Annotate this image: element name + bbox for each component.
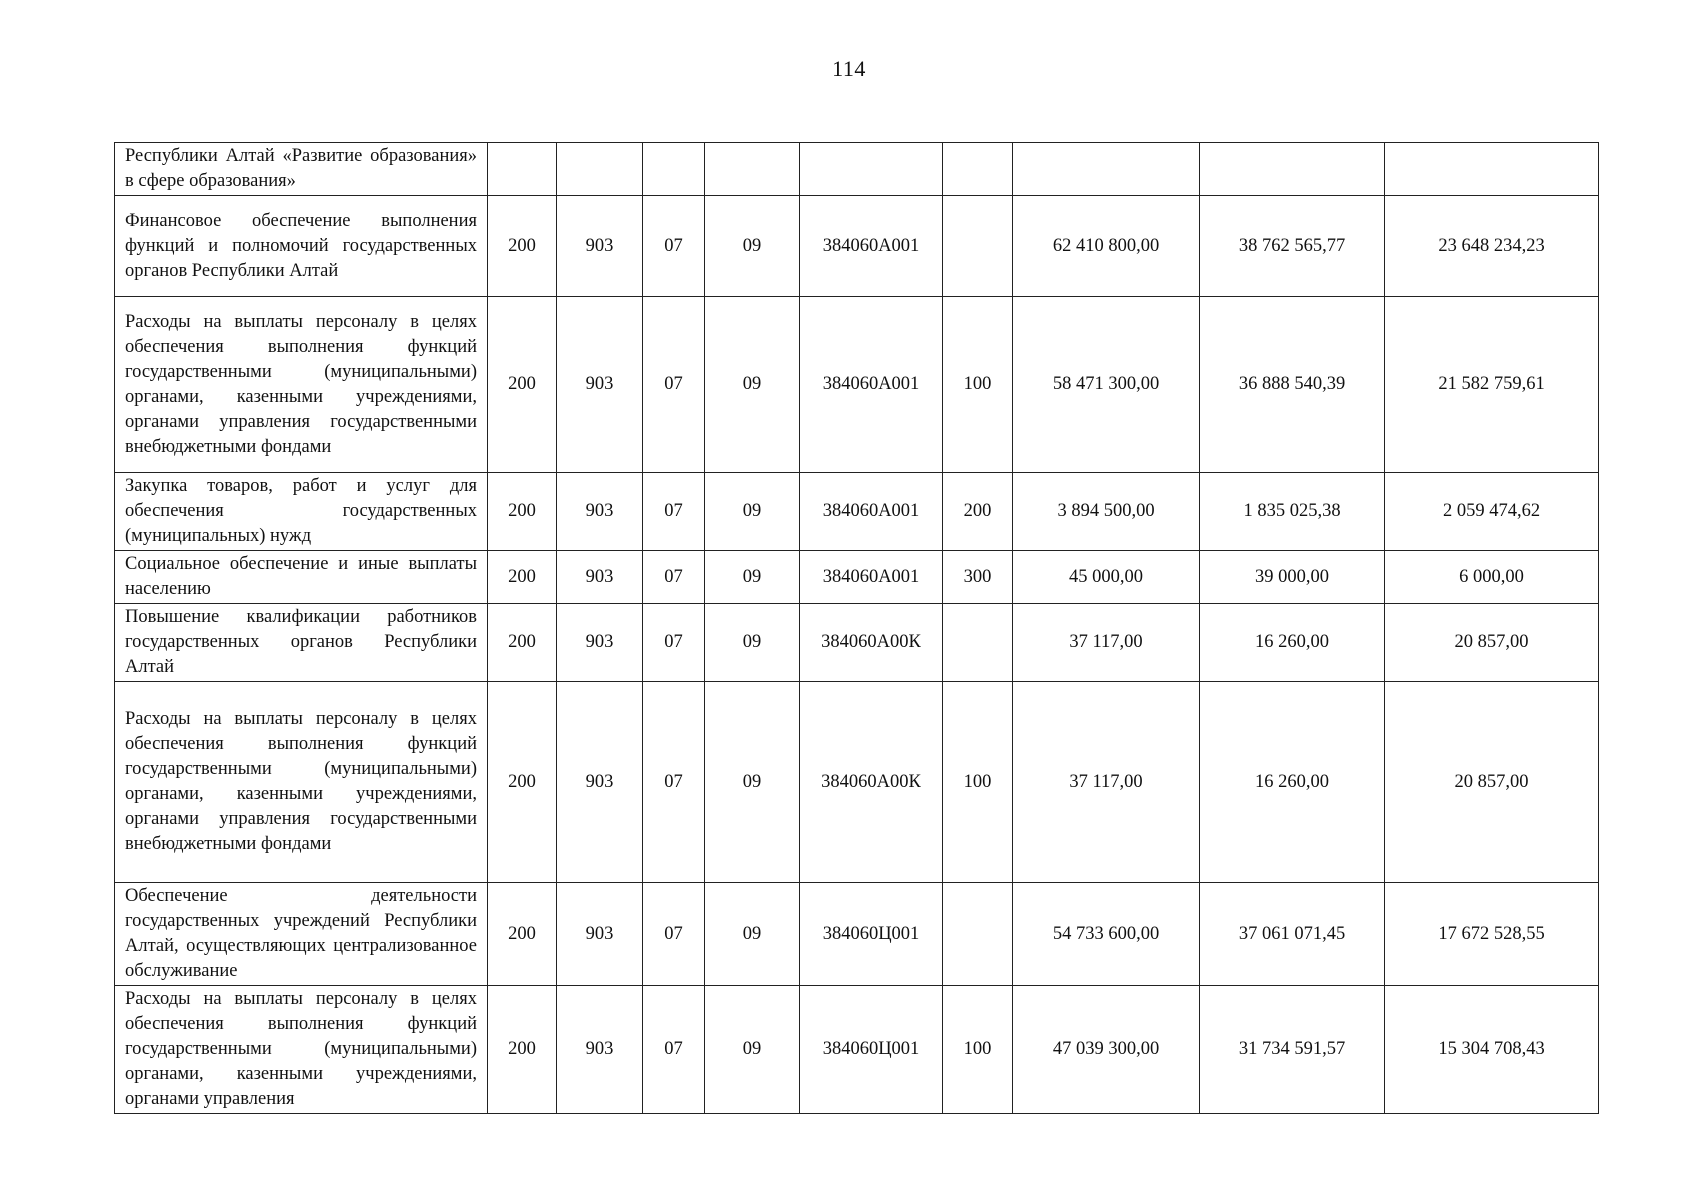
planned-amount: 45 000,00 [1013, 551, 1200, 604]
remaining-amount [1385, 143, 1599, 196]
expense-type-code [943, 604, 1013, 682]
row-description: Расходы на выплаты персоналу в целях обеспечения выполнения функций государственными (муниципальными) органами, казенными учреждениями, органами управления [115, 986, 488, 1114]
row-description: Социальное обеспечение и иные выплаты населению [115, 551, 488, 604]
subsection-code: 09 [705, 473, 800, 551]
target-article-code: 384060А00К [800, 604, 943, 682]
section-code: 07 [643, 196, 705, 297]
target-article-code: 384060Ц001 [800, 986, 943, 1114]
code-cell: 200 [488, 986, 557, 1114]
expense-type-code [943, 196, 1013, 297]
remaining-amount: 21 582 759,61 [1385, 297, 1599, 473]
ministry-code: 903 [557, 604, 643, 682]
table-row [115, 297, 1599, 473]
expense-type-code: 100 [943, 682, 1013, 883]
target-article-code: 384060А00К [800, 682, 943, 883]
row-description: Закупка товаров, работ и услуг для обеспечения государственных (муниципальных) нужд [115, 473, 488, 551]
planned-amount: 37 117,00 [1013, 682, 1200, 883]
target-article-code: 384060А001 [800, 551, 943, 604]
expense-type-code [943, 883, 1013, 986]
table-row [115, 883, 1599, 986]
expense-type-code: 300 [943, 551, 1013, 604]
table-row [115, 473, 1599, 551]
page-number: 114 [832, 56, 866, 81]
remaining-amount: 17 672 528,55 [1385, 883, 1599, 986]
executed-amount: 31 734 591,57 [1200, 986, 1385, 1114]
ministry-code: 903 [557, 883, 643, 986]
table-row [115, 604, 1599, 682]
table-row [115, 682, 1599, 883]
section-code: 07 [643, 682, 705, 883]
ministry-code: 903 [557, 196, 643, 297]
table-row [115, 551, 1599, 604]
code-cell: 200 [488, 604, 557, 682]
target-article-code: 384060А001 [800, 473, 943, 551]
code-cell: 200 [488, 682, 557, 883]
code-cell: 200 [488, 297, 557, 473]
remaining-amount: 6 000,00 [1385, 551, 1599, 604]
remaining-amount: 2 059 474,62 [1385, 473, 1599, 551]
remaining-amount: 20 857,00 [1385, 604, 1599, 682]
section-code: 07 [643, 473, 705, 551]
ministry-code: 903 [557, 551, 643, 604]
budget-table [114, 142, 1599, 1114]
subsection-code: 09 [705, 883, 800, 986]
executed-amount: 37 061 071,45 [1200, 883, 1385, 986]
target-article-code [800, 143, 943, 196]
target-article-code: 384060А001 [800, 297, 943, 473]
ministry-code: 903 [557, 473, 643, 551]
section-code: 07 [643, 551, 705, 604]
target-article-code: 384060А001 [800, 196, 943, 297]
row-description: Республики Алтай «Развитие образования» в сфере образования» [115, 143, 488, 196]
executed-amount: 38 762 565,77 [1200, 196, 1385, 297]
subsection-code [705, 143, 800, 196]
subsection-code: 09 [705, 551, 800, 604]
executed-amount: 16 260,00 [1200, 682, 1385, 883]
remaining-amount: 20 857,00 [1385, 682, 1599, 883]
section-code: 07 [643, 986, 705, 1114]
code-cell: 200 [488, 196, 557, 297]
table-row [115, 196, 1599, 297]
expense-type-code: 100 [943, 986, 1013, 1114]
expense-type-code [943, 143, 1013, 196]
code-cell: 200 [488, 473, 557, 551]
section-code: 07 [643, 604, 705, 682]
target-article-code: 384060Ц001 [800, 883, 943, 986]
row-description: Расходы на выплаты персоналу в целях обеспечения выполнения функций государственными (муниципальными) органами, казенными учреждениями, органами управления государственными внебюджетными фондами [115, 297, 488, 473]
subsection-code: 09 [705, 986, 800, 1114]
subsection-code: 09 [705, 196, 800, 297]
section-code: 07 [643, 883, 705, 986]
executed-amount: 1 835 025,38 [1200, 473, 1385, 551]
planned-amount: 47 039 300,00 [1013, 986, 1200, 1114]
remaining-amount: 23 648 234,23 [1385, 196, 1599, 297]
subsection-code: 09 [705, 604, 800, 682]
ministry-code: 903 [557, 682, 643, 883]
ministry-code: 903 [557, 297, 643, 473]
table-body [115, 143, 1599, 1114]
subsection-code: 09 [705, 682, 800, 883]
executed-amount: 39 000,00 [1200, 551, 1385, 604]
expense-type-code: 100 [943, 297, 1013, 473]
row-description: Финансовое обеспечение выполнения функций и полномочий государственных органов Республики Алтай [115, 196, 488, 297]
subsection-code: 09 [705, 297, 800, 473]
table-row [115, 143, 1599, 196]
section-code [643, 143, 705, 196]
code-cell: 200 [488, 883, 557, 986]
section-code: 07 [643, 297, 705, 473]
executed-amount: 36 888 540,39 [1200, 297, 1385, 473]
row-description: Обеспечение деятельности государственных учреждений Республики Алтай, осуществляющих централизованное обслуживание [115, 883, 488, 986]
planned-amount: 58 471 300,00 [1013, 297, 1200, 473]
executed-amount: 16 260,00 [1200, 604, 1385, 682]
row-description: Повышение квалификации работников государственных органов Республики Алтай [115, 604, 488, 682]
planned-amount: 54 733 600,00 [1013, 883, 1200, 986]
expense-type-code: 200 [943, 473, 1013, 551]
planned-amount: 37 117,00 [1013, 604, 1200, 682]
planned-amount [1013, 143, 1200, 196]
ministry-code [557, 143, 643, 196]
planned-amount: 3 894 500,00 [1013, 473, 1200, 551]
code-cell [488, 143, 557, 196]
remaining-amount: 15 304 708,43 [1385, 986, 1599, 1114]
ministry-code: 903 [557, 986, 643, 1114]
code-cell: 200 [488, 551, 557, 604]
row-description: Расходы на выплаты персоналу в целях обеспечения выполнения функций государственными (муниципальными) органами, казенными учреждениями, органами управления государственными внебюджетными фондами [115, 682, 488, 883]
table-row [115, 986, 1599, 1114]
executed-amount [1200, 143, 1385, 196]
planned-amount: 62 410 800,00 [1013, 196, 1200, 297]
